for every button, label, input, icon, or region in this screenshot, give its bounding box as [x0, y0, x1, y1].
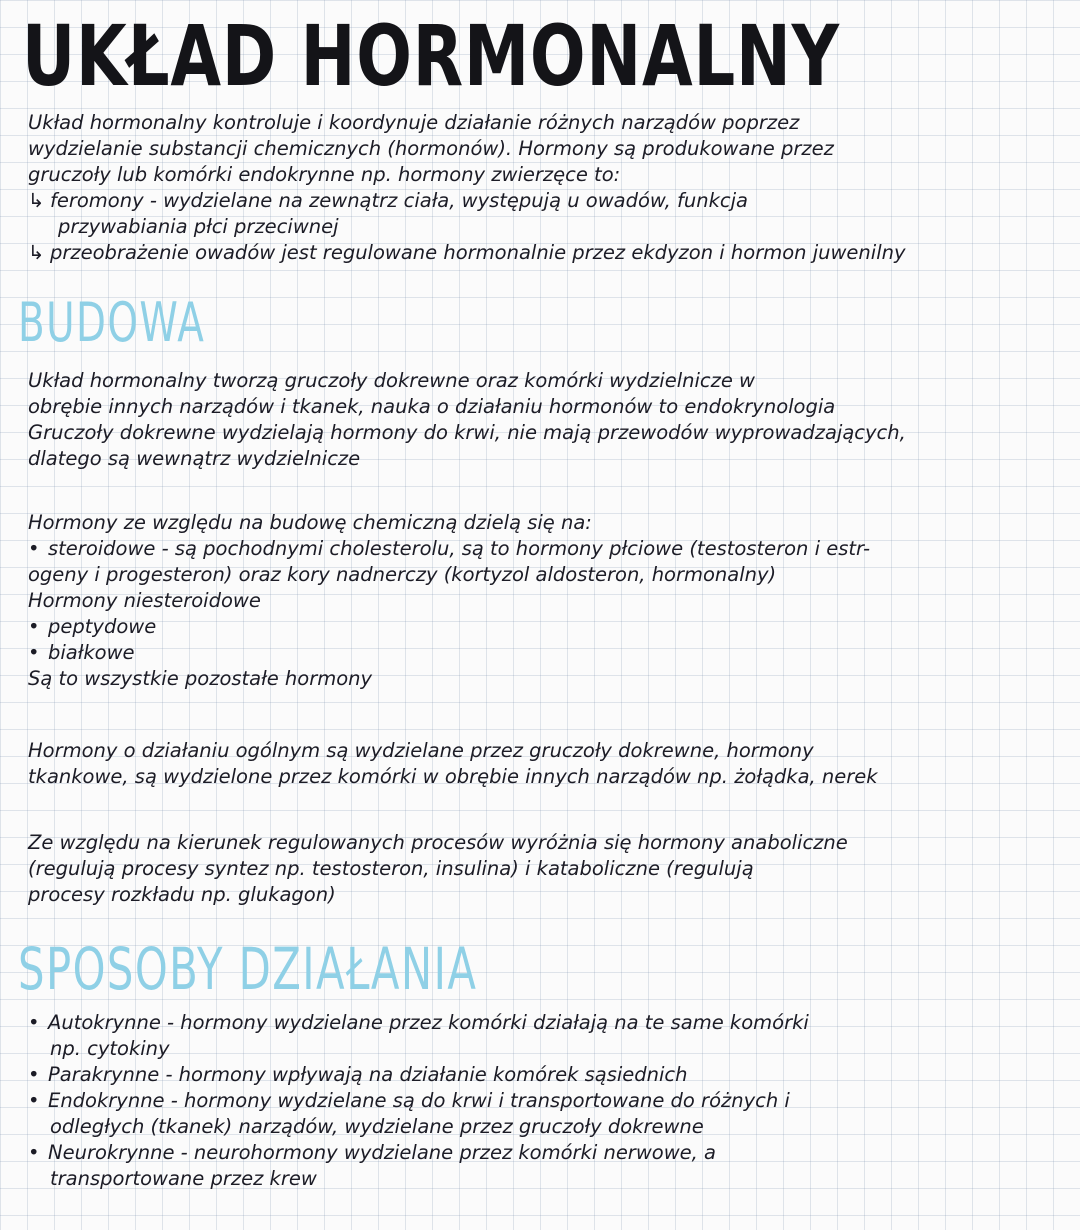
steroid-item	[28, 536, 1068, 562]
arrow-item-text: feromony - wydzielane na zewnątrz ciała, występują u owadów, funkcja	[50, 189, 748, 212]
sposoby-list	[28, 1010, 1068, 1192]
budowa-paragraph	[28, 368, 1068, 472]
list-item	[28, 1140, 1068, 1166]
section-heading-sposoby: SPOSOBY DZIAŁANIA	[18, 935, 478, 1003]
list-item-text: Endokrynne - hormony wydzielane są do krwi i transportowane do różnych i	[48, 1089, 790, 1112]
budowa-line: Gruczoły dokrewne wydzielają hormony do krwi, nie mają przewodów wyprowadzających,	[28, 421, 906, 444]
budowa-line: Układ hormonalny tworzą gruczoły dokrewne oraz komórki wydzielnicze w	[28, 369, 755, 392]
nonsteroid-item	[28, 640, 1068, 666]
budowa-line: dlatego są wewnątrz wydzielnicze	[28, 447, 361, 470]
bullet-icon: •	[28, 1089, 40, 1112]
nonsteroid-text: białkowe	[48, 641, 135, 664]
general-action-line: Hormony o działaniu ogólnym są wydzielane przez gruczoły dokrewne, hormony	[28, 739, 814, 762]
regulation-line: procesy rozkładu np. glukagon)	[28, 883, 336, 906]
regulation-paragraph	[28, 830, 1068, 908]
division-intro: Hormony ze względu na budowę chemiczną dzielą się na:	[28, 511, 592, 534]
remaining-note: Są to wszystkie pozostałe hormony	[28, 667, 373, 690]
steroid-text: steroidowe - są pochodnymi cholesterolu, są to hormony płciowe (testosteron i estr-	[48, 537, 871, 560]
regulation-line: Ze względu na kierunek regulowanych procesów wyróżnia się hormony anaboliczne	[28, 831, 848, 854]
list-item	[28, 1062, 1068, 1088]
bullet-icon: •	[28, 1141, 40, 1164]
list-item-continuation: np. cytokiny	[50, 1037, 170, 1060]
nonsteroid-text: peptydowe	[48, 615, 157, 638]
bullet-icon: •	[28, 537, 40, 560]
bullet-icon: •	[28, 1063, 40, 1086]
list-item-text: Neurokrynne - neurohormony wydzielane przez komórki nerwowe, a	[48, 1141, 716, 1164]
nonsteroid-item	[28, 614, 1068, 640]
intro-line: gruczoły lub komórki endokrynne np. hormony zwierzęce to:	[28, 163, 621, 186]
arrow-item-continuation: przywabiania płci przeciwnej	[58, 215, 339, 238]
general-action-paragraph	[28, 738, 1068, 790]
budowa-line: obrębie innych narządów i tkanek, nauka o działaniu hormonów to endokrynologia	[28, 395, 836, 418]
list-item-continuation: odległych (tkanek) narządów, wydzielane przez gruczoły dokrewne	[50, 1115, 704, 1138]
regulation-line: (regulują procesy syntez np. testosteron, insulina) i kataboliczne (regulują	[28, 857, 754, 880]
intro-paragraph	[28, 110, 1068, 266]
bullet-icon: •	[28, 641, 40, 664]
list-item	[28, 1088, 1068, 1114]
arrow-icon: ↳	[28, 189, 45, 212]
bullet-icon: •	[28, 1011, 40, 1034]
steroid-continuation: ogeny i progesteron) oraz kory nadnerczy (kortyzol aldosteron, hormonalny)	[28, 563, 777, 586]
arrow-item	[28, 240, 1068, 266]
section-heading-budowa: BUDOWA	[18, 291, 206, 354]
list-item	[28, 1010, 1068, 1036]
general-action-line: tkankowe, są wydzielone przez komórki w obrębie innych narządów np. żołądka, nerek	[28, 765, 878, 788]
chemical-division	[28, 510, 1068, 692]
list-item-continuation: transportowane przez krew	[50, 1167, 317, 1190]
page-title: UKŁAD HORMONALNY	[22, 7, 840, 105]
intro-line: Układ hormonalny kontroluje i koordynuje działanie różnych narządów poprzez	[28, 111, 800, 134]
list-item-text: Autokrynne - hormony wydzielane przez komórki działają na te same komórki	[48, 1011, 809, 1034]
intro-line: wydzielanie substancji chemicznych (hormonów). Hormony są produkowane przez	[28, 137, 834, 160]
arrow-item	[28, 188, 1068, 214]
arrow-icon: ↳	[28, 241, 45, 264]
nonsteroid-heading: Hormony niesteroidowe	[28, 589, 261, 612]
bullet-icon: •	[28, 615, 40, 638]
arrow-item-text: przeobrażenie owadów jest regulowane hormonalnie przez ekdyzon i hormon juwenilny	[50, 241, 906, 264]
list-item-text: Parakrynne - hormony wpływają na działanie komórek sąsiednich	[48, 1063, 688, 1086]
